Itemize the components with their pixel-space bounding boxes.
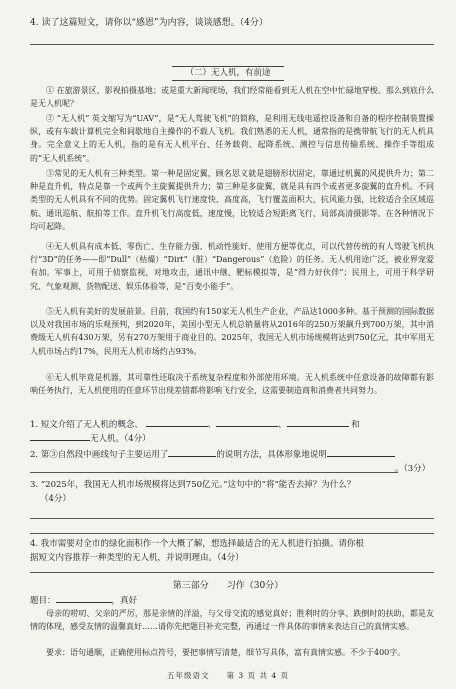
- paragraph-4: ④无人机具有成本低、零伤亡、生存能力强、机动性能好、使用方便等优点，可以代替传统的有人驾驶飞机执行“3D”的任务——即“Dull”（枯燥）“Dirt”（脏）“Dangerous”（危险）的任务。无人机用途广泛，被业界宠爱有加。军事上，可用于侦察监视，对地攻击，通讯中继、靶标模拟等，是“得力好伙伴”；民用上，可用于科学研究、气象观测、货物配送、娱乐体验等，是“百变小能手”。: [30, 242, 434, 291]
- question-2-score: 。（3分）: [395, 464, 431, 474]
- question-4-cont: 据短文内容推荐一种类型的无人机，并说明理由。（4分）: [30, 553, 244, 563]
- answer-line[interactable]: [30, 572, 434, 573]
- question-3-score: （4分）: [40, 494, 71, 504]
- essay-prompt: 母亲的唠叨、父亲的严厉，那是亲情的洋溢，与父母交流的感觉真好；胜利时的分享、跌倒时的扶助，都是友情的体现，感受友情的温馨真好……请你先把题目补充完整，再通过一件具体的事情来表达自己的真情实感。: [30, 609, 434, 632]
- question-2-text-b: 的说明方法，具体形象地说明: [216, 450, 327, 460]
- question-4-prev: 4. 读了这篇短文，请你以“感恩”为内容，谈谈感想。（4分）: [30, 18, 268, 28]
- essay-title-label: 题目：: [30, 596, 56, 606]
- question-3: 3. “2025年，我国无人机市场规模将达到750亿元。”这句中的“将”能否去掉？为什么？: [30, 480, 356, 490]
- paragraph-2: ② “无人机” 英文缩写为“UAV”，是“无人驾驶飞机”的简称，是利用无线电遥控设备和自备的程序控制装置操纵，或有车载计算机完全和间歇地自主操作的不载人飞机。我们熟悉的无人机，通常指的是携带航飞行的无人机具身。完全意义上的无人机，指的是有无人机平台、任务载荷、起降系统、测控与信息传输系统、操作手等组成的“无人机系统”。: [30, 114, 434, 163]
- paragraph-3: ③常见的无人机有三种类型。第一种是固定翼，顾名思义就是翅膀形状固定，靠通过机翼的风提供升力；第二种是直升机，特点是靠一个或两个主旋翼提供升力；第三种是多旋翼，就是具有四个或者更多旋翼的直升机。不同类型的无人机具有不同的优势。固定翼机飞行速度快、高度高，飞行覆盖面积大，抗风能力强，比较适合全区域巡航、通讯巡航、航拍等工作。直升机飞行高度低，速度慢，比较适合短距离飞行、局部高清摄影等。在各种情况下均可起降。: [30, 169, 434, 231]
- blank-input[interactable]: [327, 447, 395, 457]
- essay-title-suffix: ，真好: [111, 596, 138, 606]
- essay-title-line: [30, 593, 434, 608]
- essay-title-blank[interactable]: [56, 593, 112, 603]
- question-1-text: 1. 短文介绍了无人机的概念、: [30, 420, 143, 430]
- essay-requirements: 要求：语句通顺，正确使用标点符号，要把事情写清楚，细节写具体，富有真情实感。不少于400字。: [46, 648, 406, 657]
- question-1-tail: 无人机。（4分）: [90, 434, 151, 444]
- blank-input[interactable]: [168, 447, 216, 457]
- question-2-text: 2. 第③自然段中画线句子主要运用了: [30, 450, 169, 460]
- question-2: [30, 447, 434, 462]
- answer-line[interactable]: [30, 472, 398, 473]
- answer-line: [30, 44, 434, 45]
- blank-input[interactable]: [216, 417, 278, 427]
- answer-line[interactable]: [30, 518, 434, 519]
- paragraph-1: ① 在旅游景区，影视拍摄基地；或是重大新闻现场，我们经常能看到无人机在空中忙碌地穿梭。那么到底什么是无人机呢？: [30, 86, 434, 109]
- paragraph-6: ⑥无人机毕竟是机器，其可靠性还取决于系统复杂程度和外部使用环境。无人机系统中任意设备的故障都有影响任务执行，无人机使用的任意环节出现差错都将影响飞行安全，这需要制造商和消费者共同努力。: [30, 373, 434, 396]
- question-1: 1. 短文介绍了无人机的概念、 、 、 和: [30, 417, 434, 432]
- answer-line[interactable]: [30, 533, 434, 534]
- blank-input[interactable]: [30, 431, 90, 441]
- question-1-and: 和: [351, 420, 360, 430]
- blank-input[interactable]: [287, 417, 349, 427]
- paragraph-5: ⑤无人机有美好的发展前景。目前，我国约有150家无人机生产企业，产品达1000多种。基于预测的国际数据以及对我国市场的乐观预判，到2020年，美国小型无人机总销量将从2016年的250万架飙升到700万架，其中消费级无人机有430万架，另有270万架用于商业目的。2025年，我国无人机市场规模将达到750亿元，其中军用无人机市场占约17%，民用无人机市场约占93%。: [30, 307, 434, 356]
- question-4: 4. 我市需要对全市的绿化面积作一个大概了解，想选择最适合的无人机进行拍摄。请你根: [30, 539, 364, 549]
- section-heading: 第三部分 习作（30分）: [172, 581, 284, 591]
- blank-input[interactable]: [146, 417, 208, 427]
- page-footer: 五年级语文 第 3 页 共 4 页: [167, 671, 289, 680]
- passage-title: （二）无人机，有前途: [172, 66, 284, 81]
- question-1-cont: [30, 431, 434, 446]
